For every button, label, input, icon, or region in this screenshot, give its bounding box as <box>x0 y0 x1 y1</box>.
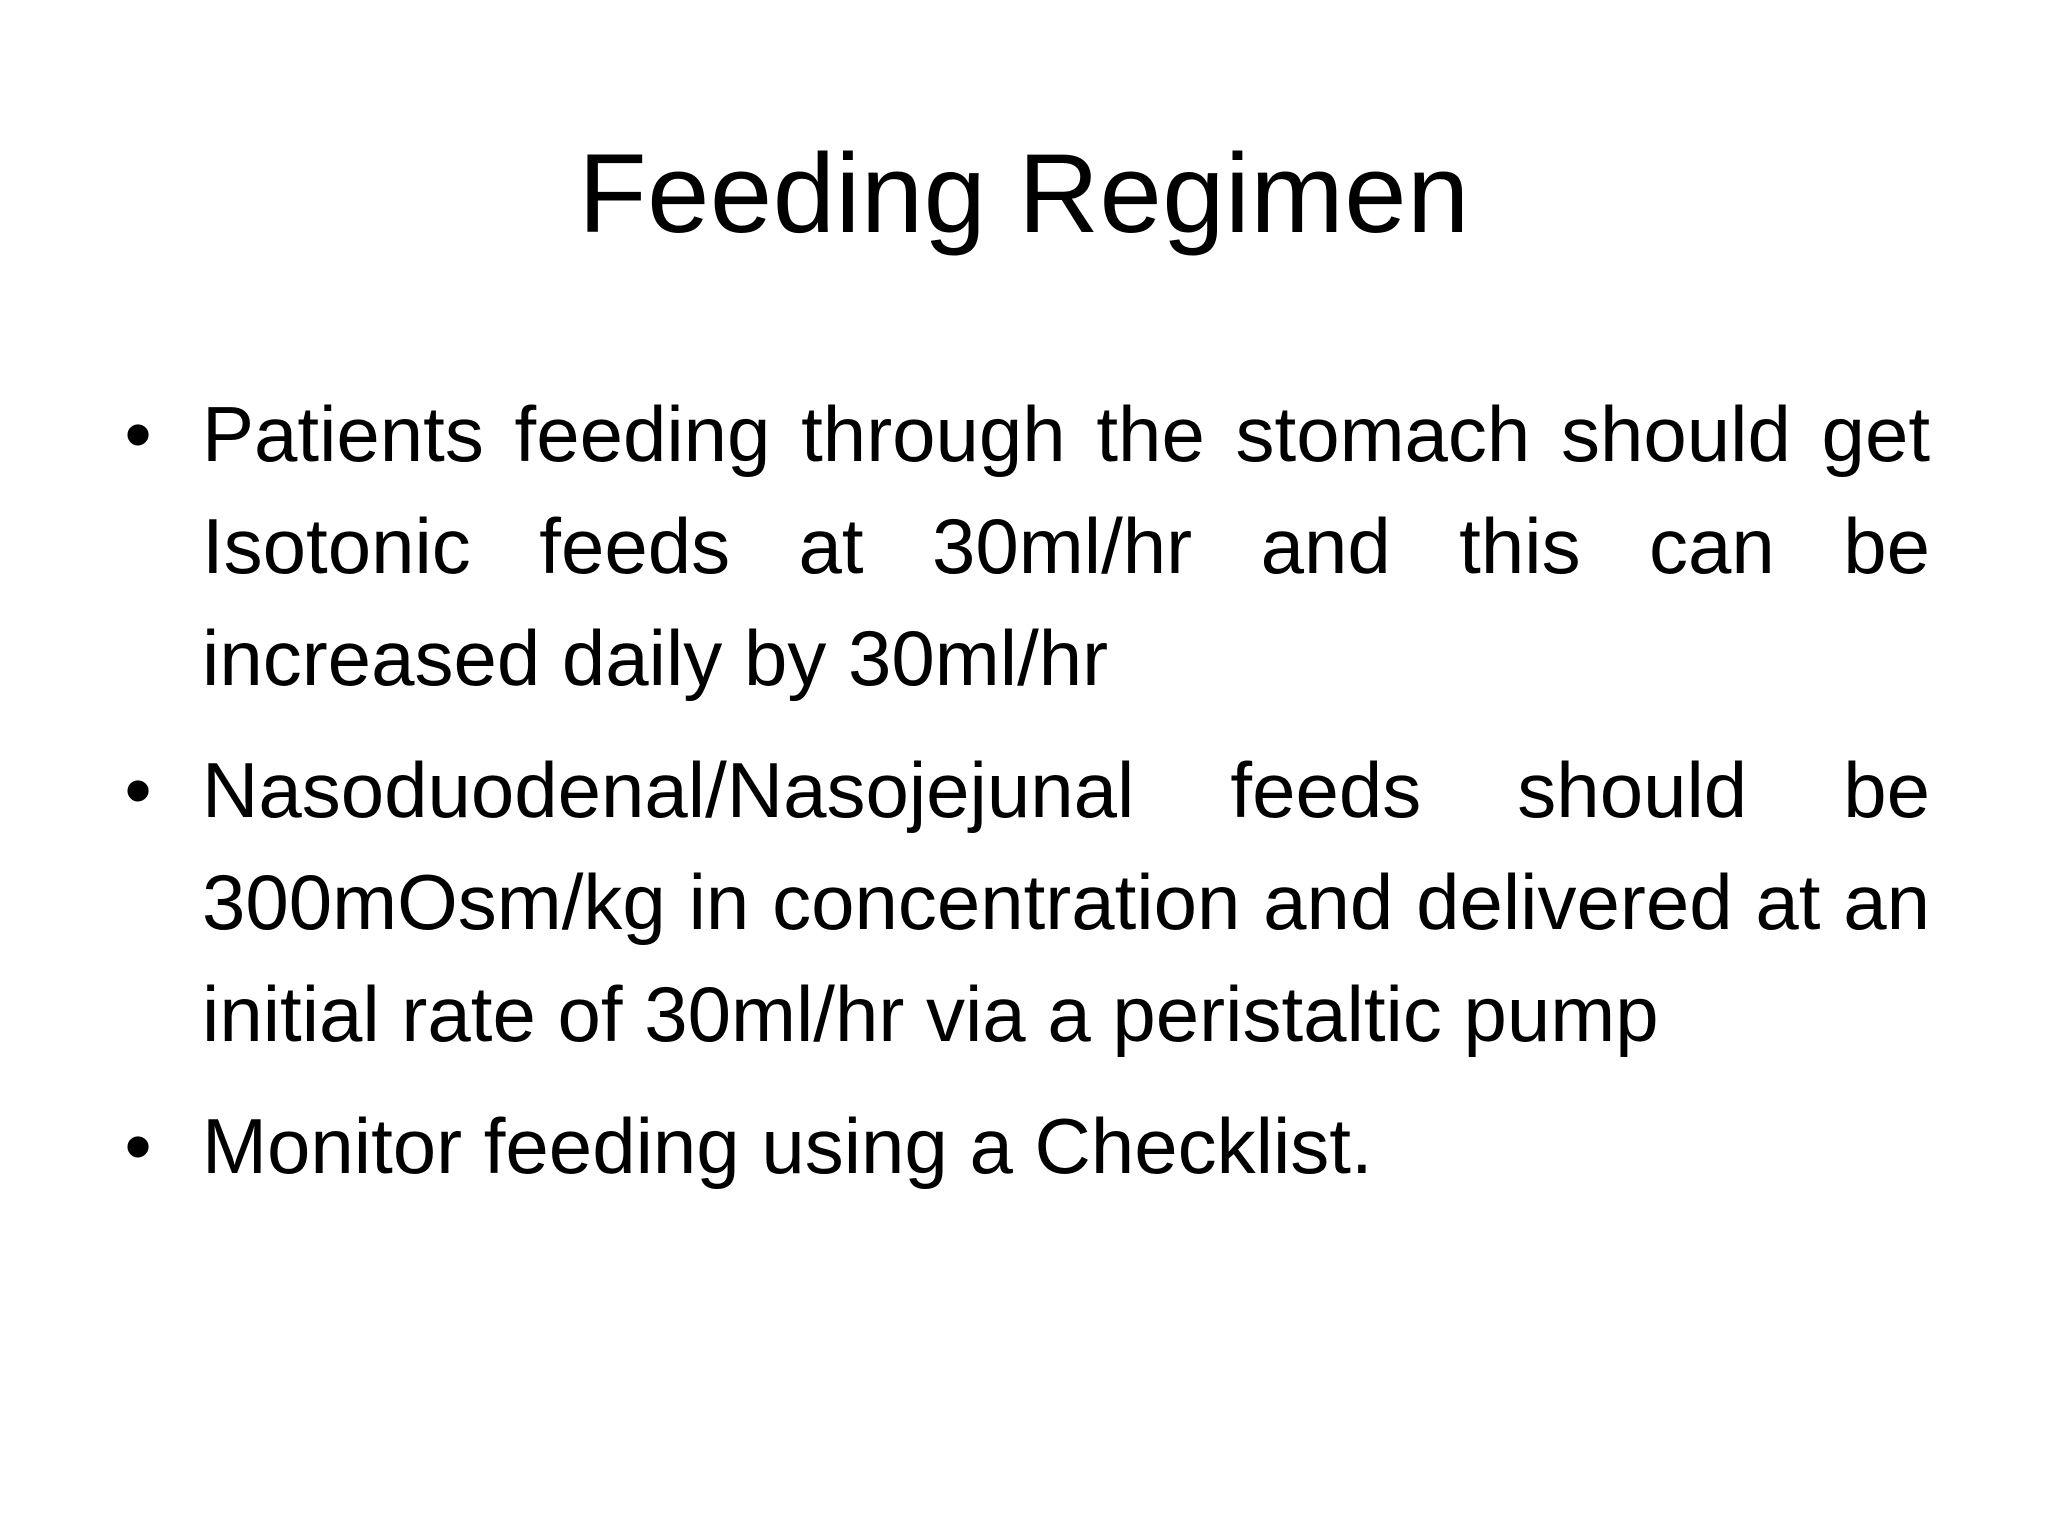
bullet-item <box>118 1090 1930 1202</box>
bullet-icon: • <box>124 746 152 834</box>
bullet-icon: • <box>124 1102 152 1190</box>
bullet-item <box>118 734 1930 1070</box>
slide-title: Feeding Regimen <box>578 131 1470 256</box>
bullet-icon: • <box>124 390 152 478</box>
bullet-text: Patients feeding through the stomach should get Isotonic feeds at 30ml/hr and this can be increased daily by 30ml/hr <box>202 390 1930 702</box>
bullet-text: Monitor feeding using a Checklist. <box>202 1102 1373 1190</box>
bullet-list <box>118 378 1930 1222</box>
bullet-text: Nasoduodenal/Nasojejunal feeds should be 300mOsm/kg in concentration and delivered at an initial rate of 30ml/hr via a peristaltic pump <box>202 746 1930 1058</box>
bullet-item <box>118 378 1930 714</box>
